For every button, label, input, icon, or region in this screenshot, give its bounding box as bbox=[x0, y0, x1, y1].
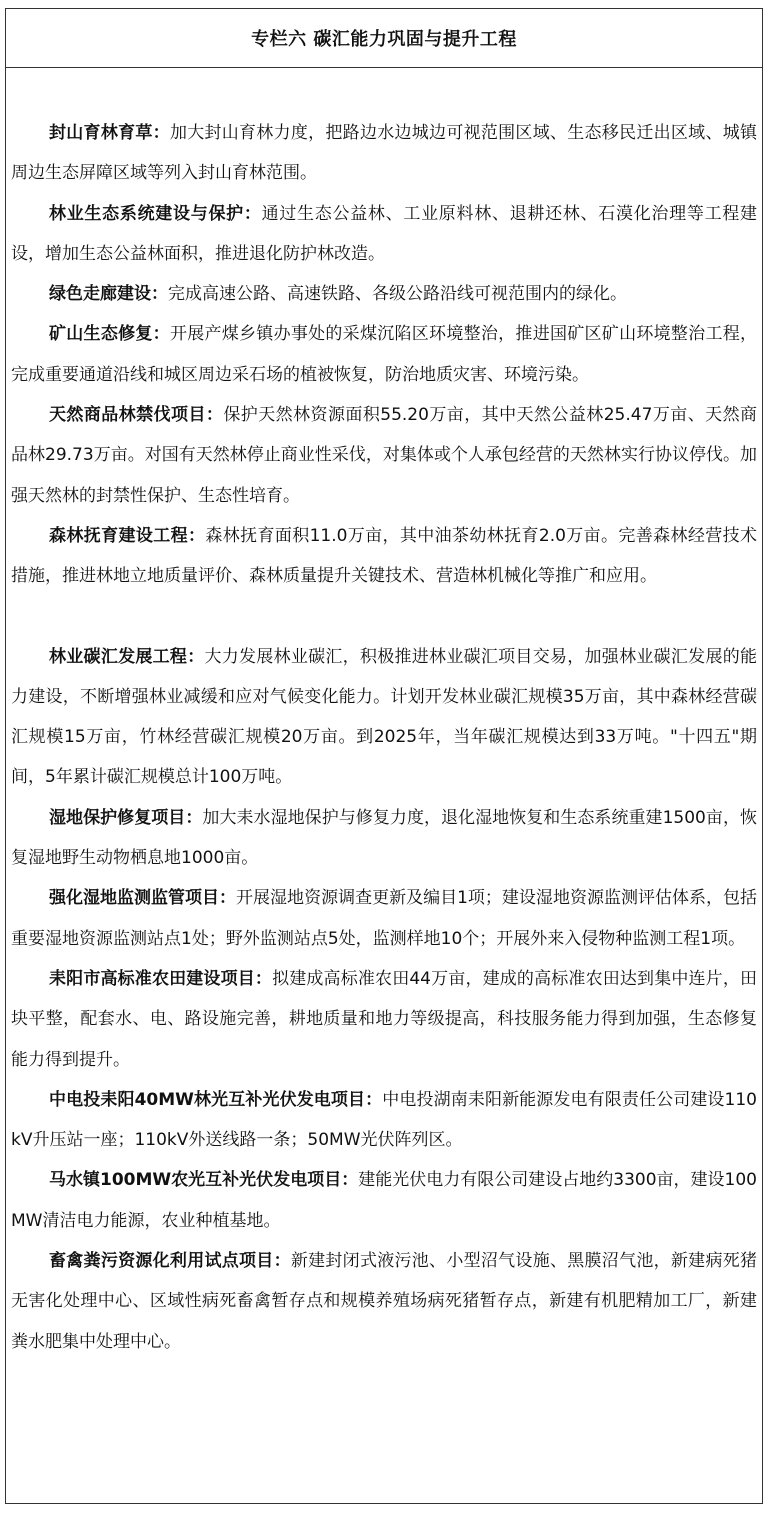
project-label: 绿色走廊建设： bbox=[49, 284, 168, 305]
project-text: 开展湿地资源调查更新及编目1项；建设湿地资源监测评估体系，包括重要湿地资源监测站点1处；野外监测站点5处，监测样地10个；开展外来入侵物种监测工程1项。 bbox=[11, 888, 757, 949]
project-paragraph bbox=[11, 1080, 757, 1161]
project-label: 马水镇100MW农光互补光伏发电项目： bbox=[49, 1170, 359, 1191]
project-text: 森林抚育面积11.0万亩，其中油茶幼林抚育2.0万亩。完善森林经营技术措施，推进林地立地质量评价、森林质量提升关键技术、营造林机械化等推广和应用。 bbox=[11, 525, 757, 587]
project-text: 中电投湖南耒阳新能源发电有限责任公司建设110kV升压站一座；110kV外送线路一条；50MW光伏阵列区。 bbox=[11, 1089, 757, 1151]
project-paragraph bbox=[11, 878, 757, 959]
column-box bbox=[5, 8, 763, 1504]
box-content bbox=[6, 68, 762, 1362]
project-text: 新建封闭式液污池、小型沼气设施、黑膜沼气池，新建病死猪无害化处理中心、区域性病死畜禽暂存点和规模养殖场病死猪暂存点，新建有机肥精加工厂，新建粪水肥集中处理中心。 bbox=[11, 1251, 758, 1352]
project-text: 通过生态公益林、工业原料林、退耕还林、石漠化治理等工程建设，增加生态公益林面积，推进退化防护林改造。 bbox=[11, 203, 758, 264]
project-text: 保护天然林资源面积55.20万亩，其中天然公益林25.47万亩、天然商品林29.73万亩。对国有天然林停止商业性采伐，对集体或个人承包经营的天然林实行协议停伐。加强天然林的封禁性保护、生态性培育。 bbox=[11, 405, 758, 506]
project-text: 加大耒水湿地保护与修复力度，退化湿地恢复和生态系统重建1500亩，恢复湿地野生动物栖息地1000亩。 bbox=[11, 807, 758, 869]
project-paragraph bbox=[11, 1241, 757, 1362]
project-paragraph bbox=[11, 194, 757, 275]
project-text: 大力发展林业碳汇，积极推进林业碳汇项目交易，加强林业碳汇发展的能力建设，不断增强林业减缓和应对气候变化能力。计划开发林业碳汇规模35万亩，其中森林经营碳汇规模15万亩，竹林经营碳汇规模20万亩。到2025年，当年碳汇规模达到33万吨。"十四五"期间，5年累计碳汇规模总计100万吨。 bbox=[11, 646, 758, 788]
project-paragraph bbox=[11, 516, 757, 597]
project-label: 林业碳汇发展工程： bbox=[49, 646, 205, 667]
project-label: 森林抚育建设工程： bbox=[49, 525, 206, 546]
project-paragraph bbox=[11, 395, 757, 516]
project-paragraph bbox=[11, 314, 757, 395]
project-paragraph bbox=[11, 113, 757, 194]
project-label: 中电投耒阳40MW林光互补光伏发电项目： bbox=[49, 1089, 383, 1110]
project-paragraph bbox=[11, 959, 757, 1080]
project-label: 畜禽粪污资源化利用试点项目： bbox=[49, 1251, 291, 1272]
paragraph-group bbox=[11, 113, 757, 597]
group-spacer bbox=[11, 597, 757, 637]
box-title: 专栏六 碳汇能力巩固与提升工程 bbox=[251, 29, 517, 50]
project-label: 湿地保护修复项目： bbox=[49, 807, 203, 828]
project-paragraph bbox=[11, 274, 757, 314]
project-text: 建能光伏电力有限公司建设占地约3300亩，建设100MW清洁电力能源，农业种植基地。 bbox=[11, 1170, 758, 1231]
project-label: 矿山生态修复： bbox=[49, 324, 170, 345]
project-label: 林业生态系统建设与保护： bbox=[49, 203, 262, 224]
project-label: 强化湿地监测监管项目： bbox=[49, 888, 237, 909]
paragraph-group bbox=[11, 637, 757, 1362]
box-header bbox=[6, 9, 762, 68]
project-paragraph bbox=[11, 637, 757, 798]
project-text: 开展产煤乡镇办事处的采煤沉陷区环境整治，推进国矿区矿山环境整治工程，完成重要通道沿线和城区周边采石场的植被恢复，防治地质灾害、环境污染。 bbox=[11, 324, 758, 385]
project-text: 完成高速公路、高速铁路、各级公路沿线可视范围内的绿化。 bbox=[168, 284, 627, 305]
project-label: 天然商品林禁伐项目： bbox=[49, 405, 224, 426]
project-paragraph bbox=[11, 1160, 757, 1241]
project-label: 封山育林育草： bbox=[49, 123, 170, 143]
project-text: 加大封山育林力度，把路边水边城边可视范围区域、生态移民迁出区域、城镇周边生态屏障区域等列入封山育林范围。 bbox=[11, 123, 758, 184]
project-label: 耒阳市高标准农田建设项目： bbox=[49, 968, 273, 989]
project-text: 拟建成高标准农田44万亩，建成的高标准农田达到集中连片，田块平整，配套水、电、路设施完善，耕地质量和地力等级提高，科技服务能力得到加强，生态修复能力得到提升。 bbox=[11, 968, 758, 1070]
project-paragraph bbox=[11, 798, 757, 879]
